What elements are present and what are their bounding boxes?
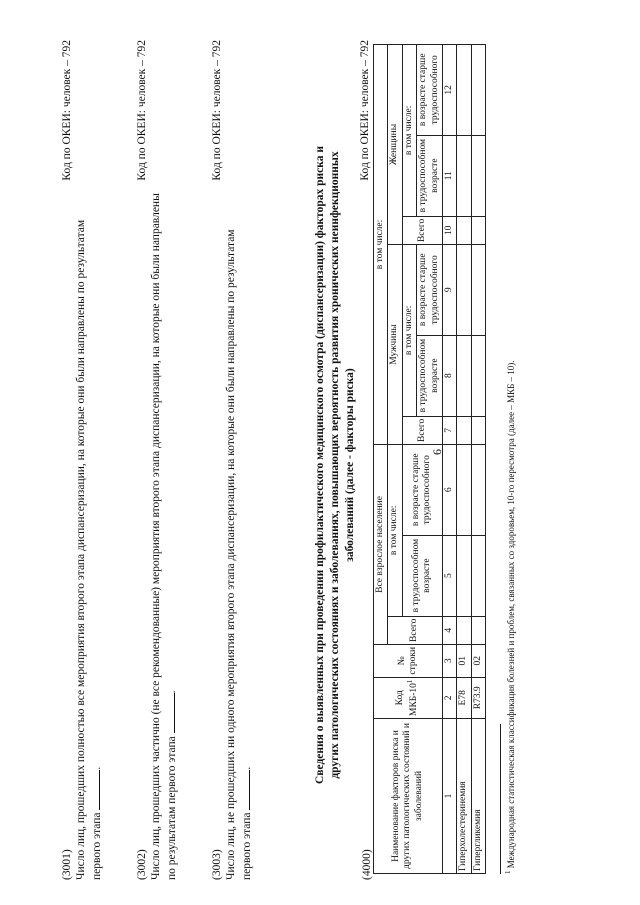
- header-men-older: в возрасте старше трудоспособного: [417, 245, 443, 336]
- page-number: 6: [430, 449, 444, 455]
- row-name: Гиперхолестеринемия: [457, 719, 471, 874]
- blank-field[interactable]: [164, 693, 175, 733]
- data-cell[interactable]: [457, 616, 471, 644]
- header-older-age: в возрасте старше трудоспособного: [402, 444, 442, 535]
- data-cell[interactable]: [471, 135, 485, 216]
- col-num: 5: [442, 535, 456, 616]
- col-num: 6: [442, 444, 456, 535]
- data-cell[interactable]: [471, 444, 485, 535]
- header-men-working: в трудоспособном возрасте: [417, 335, 443, 416]
- col-num: 7: [442, 416, 456, 444]
- section-3002: [135, 40, 179, 880]
- col-num: 12: [442, 45, 456, 136]
- section-3001: [60, 40, 104, 880]
- data-cell[interactable]: [457, 444, 471, 535]
- col-num: 11: [442, 135, 456, 216]
- data-cell[interactable]: [457, 45, 471, 136]
- row-number: 01: [457, 644, 471, 677]
- col-num: 9: [442, 245, 456, 336]
- col-num: 2: [442, 677, 456, 718]
- data-cell[interactable]: [471, 616, 485, 644]
- header-total: Всего: [388, 616, 443, 644]
- col-num: 10: [442, 216, 456, 244]
- header-code: Код МКБ-$10^1$: [374, 677, 443, 718]
- section-3003: [210, 40, 254, 880]
- section-text-cont: первого этапа .: [240, 766, 253, 880]
- data-cell[interactable]: [457, 535, 471, 616]
- okei-code: Код по ОКЕИ: человек – 792: [211, 40, 223, 181]
- data-cell[interactable]: [457, 135, 471, 216]
- data-cell[interactable]: [471, 416, 485, 444]
- header-men-total: Всего: [402, 416, 442, 444]
- column-number-row: [442, 45, 456, 874]
- row-number: 02: [471, 644, 485, 677]
- okei-code: Код по ОКЕИ: человек – 792: [61, 40, 73, 181]
- data-cell[interactable]: [457, 216, 471, 244]
- row-code: E78: [457, 677, 471, 718]
- col-num: 8: [442, 335, 456, 416]
- section-text: Число лиц, прошедших полностью все мероприятия второго этапа диспансеризации, на которые они были направлены по результатам: [75, 219, 88, 880]
- data-cell[interactable]: [457, 245, 471, 336]
- header-women-total: Всего: [402, 216, 442, 244]
- data-cell[interactable]: [471, 216, 485, 244]
- section-code-4000: (4000): [361, 849, 373, 880]
- header-working-age: в трудоспособном возрасте: [402, 535, 442, 616]
- okei-code-4000: Код по ОКЕИ: человек – 792: [359, 40, 371, 181]
- table-title: Сведения о выявленных при проведении профилактического медицинского осмотра (диспансеризации) факторах риска и других патологических состояниях и заболеваниях, повышающих вероятность развития хронических неинфекционных заболеваний (далее - факторы риска): [314, 146, 356, 784]
- risk-factors-table: [373, 44, 486, 874]
- section-code: (3002): [136, 849, 148, 880]
- col-num: 3: [442, 644, 456, 677]
- header-incl: в том числе:: [388, 444, 402, 616]
- col-num: 4: [442, 616, 456, 644]
- header-women-incl: в том числе:: [402, 45, 416, 217]
- header-women: Женщины: [388, 45, 402, 245]
- data-cell[interactable]: [471, 535, 485, 616]
- col-num: 1: [442, 719, 456, 874]
- footnote: $^1$ Международная статистическая классификация болезней и проблем, связанных со здоровьем, 10-го пересмотра (далее – МКБ – 10).: [504, 360, 516, 874]
- data-cell[interactable]: [471, 335, 485, 416]
- header-all-population: Все взрослое население: [374, 444, 388, 644]
- row-name: Гипергликемия: [471, 719, 485, 874]
- header-row-number: № строки: [374, 644, 443, 677]
- header-women-older: в возрасте старше трудоспособного: [417, 45, 443, 136]
- data-cell[interactable]: [471, 245, 485, 336]
- section-code: (3003): [211, 849, 223, 880]
- table-row: [457, 45, 471, 874]
- section-code: (3001): [61, 849, 73, 880]
- section-text: Число лиц, прошедших частично (не все рекомендованные) мероприятия второго этапа диспансеризации, на которые они были направлены: [150, 193, 163, 880]
- section-text-cont: по результатам первого этапа .: [165, 690, 178, 880]
- header-men-incl: в том числе:: [402, 245, 416, 417]
- blank-field[interactable]: [89, 770, 100, 810]
- blank-field[interactable]: [239, 770, 250, 810]
- header-name: Наименование факторов риска и других патологических состояний и заболеваний: [374, 719, 443, 874]
- row-code: R73.9: [471, 677, 485, 718]
- okei-code: Код по ОКЕИ: человек – 792: [136, 40, 148, 181]
- header-incl-top: в том числе:: [374, 45, 388, 445]
- table-row: [471, 45, 485, 874]
- section-text: Число лиц, не прошедших ни одного мероприятия второго этапа диспансеризации, на которые они были направлены по результатам: [225, 229, 238, 880]
- header-women-working: в трудоспособном возрасте: [417, 135, 443, 216]
- data-cell[interactable]: [471, 45, 485, 136]
- header-men: Мужчины: [388, 245, 402, 445]
- data-cell[interactable]: [457, 416, 471, 444]
- footnote-divider: [500, 724, 501, 874]
- rotated-page-content: [60, 40, 530, 880]
- data-cell[interactable]: [457, 335, 471, 416]
- section-text-cont: первого этапа .: [90, 766, 103, 880]
